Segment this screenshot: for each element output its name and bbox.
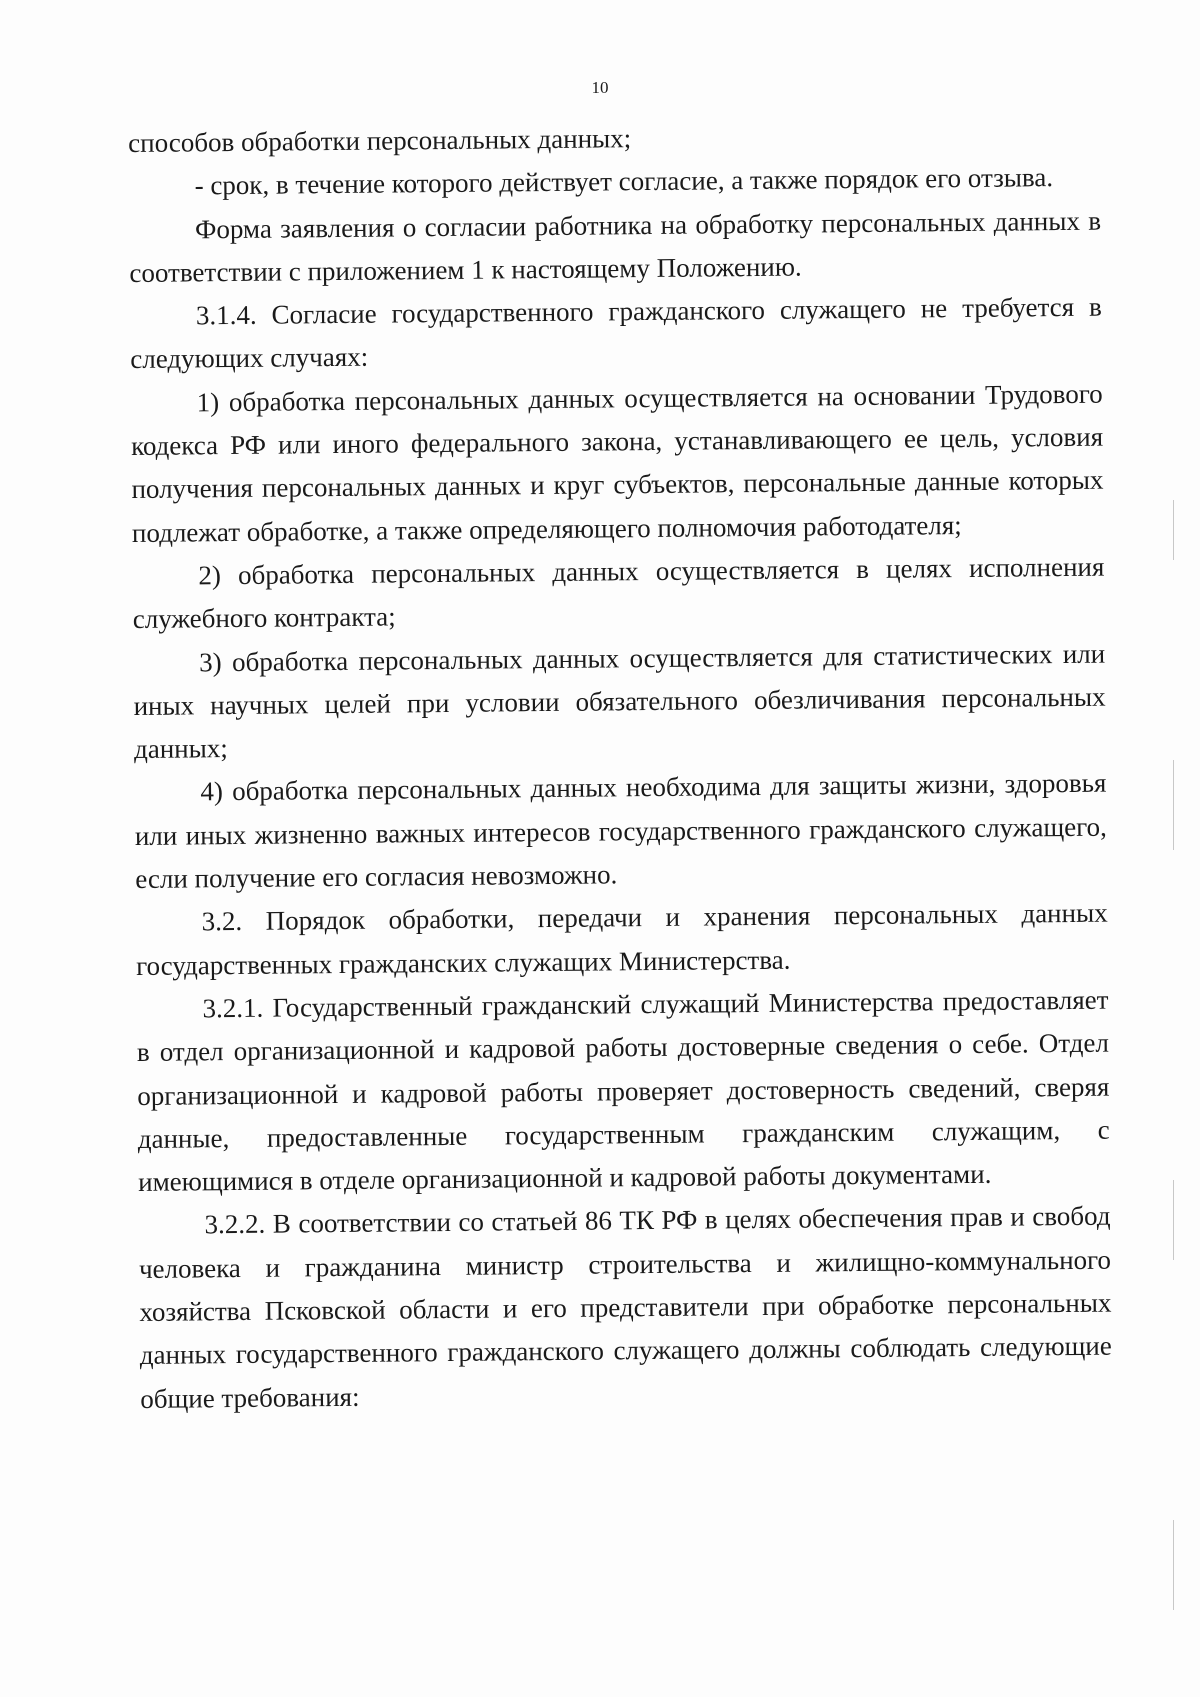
page-number: 10: [591, 78, 609, 97]
paragraph-continuation: способов обработки персональных данных;: [128, 123, 632, 158]
document-body: [128, 113, 1112, 1421]
paragraph-3-2-1: 3.2.1. Государственный гражданский служащий Министерства предоставляет в отдел организационной и кадровой работы достоверные сведения о себе. Отдел организационной и кадровой работы проверяет достоверность сведений, сверяя данные, предоставленные государственным гражданским служащим, с имеющимися в отделе организационной и кадровой работы документами.: [136, 984, 1110, 1198]
paragraph-3-2: 3.2. Порядок обработки, передачи и хранения персональных данных государственных гражданских служащих Министерства.: [135, 897, 1108, 981]
paragraph-3-2-2: 3.2.2. В соответствии со статьей 86 ТК РФ в целях обеспечения прав и свобод человека и гражданина министр строительства и жилищно-коммунального хозяйства Псковской области и его представители при обработке персональных данных государственного гражданского служащего должны соблюдать следующие общие требования:: [138, 1201, 1112, 1414]
scan-edge-mark: [1173, 1520, 1174, 1610]
list-item-2: 2) обработка персональных данных осуществляется в целях исполнения служебного контракта;: [132, 551, 1105, 635]
list-item-4: 4) обработка персональных данных необходима для защиты жизни, здоровья или иных жизненно важных интересов государственного гражданского служащего, если получение его согласия невозможно.: [134, 768, 1107, 895]
paragraph-3-1-4: 3.1.4. Согласие государственного гражданского служащего не требуется в следующих случаях:: [130, 291, 1102, 375]
list-item-3: 3) обработка персональных данных осуществляется для статистических или иных научных целей при условии обязательного обезличивания персональных данных;: [133, 638, 1106, 765]
scan-edge-mark: [1173, 1180, 1174, 1260]
list-item-1: 1) обработка персональных данных осуществляется на основании Трудового кодекса РФ или иного федерального закона, устанавливающего ее цель, условия получения персональных данных и круг субъектов, персональные данные которых подлежат обработке, а также определяющего полномочия работодателя;: [130, 378, 1104, 548]
scan-edge-mark: [1173, 760, 1174, 850]
scan-edge-mark: [1173, 500, 1174, 560]
paragraph-consent-term: - срок, в течение которого действует согласие, а также порядок его отзыва.: [194, 162, 1054, 201]
paragraph-consent-form: Форма заявления о согласии работника на обработку персональных данных в соответствии с приложением 1 к настоящему Положению.: [129, 205, 1102, 288]
